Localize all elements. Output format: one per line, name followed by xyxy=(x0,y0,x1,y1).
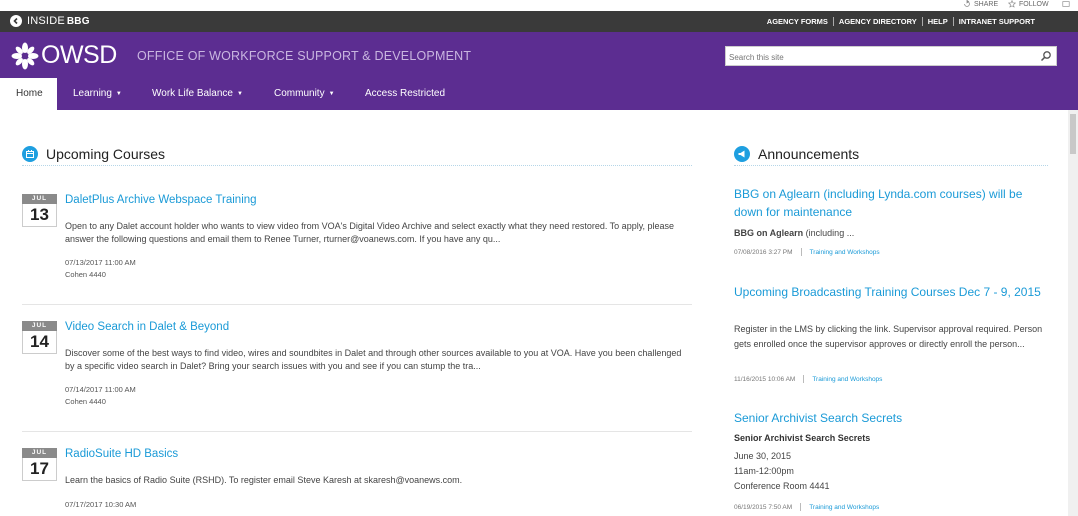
course-day: 14 xyxy=(22,331,57,354)
nav-home-label: Home xyxy=(16,88,43,99)
course-day: 13 xyxy=(22,204,57,227)
announcement-line: Conference Room 4441 xyxy=(734,481,830,491)
agency-forms-link[interactable]: AGENCY FORMS xyxy=(766,17,828,26)
meta-separator xyxy=(800,503,801,511)
star-icon xyxy=(1008,0,1016,8)
megaphone-icon xyxy=(734,146,750,162)
course-date-badge xyxy=(22,448,57,481)
announcement-title-link[interactable]: BBG on Aglearn (including Lynda.com courses) will be down for maintenance xyxy=(734,187,1023,219)
course-datetime: 07/17/2017 10:30 AM xyxy=(65,500,137,509)
top-action-strip xyxy=(0,0,1078,11)
announcement-body xyxy=(734,226,1052,241)
section-rule xyxy=(734,165,1048,166)
course-month: JUL xyxy=(22,194,57,204)
course-description: Open to any Dalet account holder who wants to view video from VOA's Digital Video Archive and select exactly what they need restored. To apply, please answer the following questions and email them to Renee Turner, rturner@voanews.com. If you have any qu... xyxy=(65,221,675,244)
announcements-title: Announcements xyxy=(758,146,860,162)
announcement-line: 11am-12:00pm xyxy=(734,466,794,476)
course-day: 17 xyxy=(22,458,57,481)
back-arrow-icon xyxy=(10,15,22,27)
nav-learning[interactable] xyxy=(73,78,122,110)
caret-down-icon: ▼ xyxy=(236,91,243,97)
focus-action[interactable] xyxy=(1062,0,1070,8)
announcement-title-link[interactable]: Senior Archivist Search Secrets xyxy=(734,411,903,425)
share-icon xyxy=(963,0,971,8)
course-month: JUL xyxy=(22,321,57,331)
course-divider xyxy=(22,304,692,305)
inside-label: INSIDE xyxy=(27,15,65,27)
announcement-meta xyxy=(734,248,880,256)
logo-star-icon xyxy=(11,42,39,70)
nav-community-label: Community xyxy=(274,88,325,99)
page-scrollbar[interactable] xyxy=(1068,110,1078,516)
follow-label: FOLLOW xyxy=(1019,0,1049,8)
section-rule xyxy=(22,165,692,166)
bbg-brand: BBG xyxy=(66,15,90,27)
meta-separator xyxy=(803,375,804,383)
share-label: SHARE xyxy=(974,0,999,8)
focus-icon xyxy=(1062,0,1070,8)
site-logo[interactable] xyxy=(11,41,117,70)
announcement-date: 11/16/2015 10:06 AM xyxy=(734,375,796,383)
caret-down-icon: ▼ xyxy=(328,91,335,97)
course-month: JUL xyxy=(22,448,57,458)
nav-access-restricted-label: Access Restricted xyxy=(365,88,446,99)
course-title-link[interactable]: RadioSuite HD Basics xyxy=(65,448,179,460)
course-location: Cohen 4440 xyxy=(65,270,106,279)
course-location: Cohen 4440 xyxy=(65,397,106,406)
announcement-date: 06/19/2015 7:50 AM xyxy=(734,503,793,511)
main-nav xyxy=(0,78,1078,110)
course-title-link[interactable]: Video Search in Dalet & Beyond xyxy=(65,321,230,333)
announcement-body xyxy=(734,449,1052,494)
agency-directory-link[interactable]: AGENCY DIRECTORY xyxy=(833,17,922,26)
announcements-heading xyxy=(734,146,859,162)
calendar-icon xyxy=(22,146,38,162)
share-action[interactable] xyxy=(963,0,998,8)
help-link[interactable]: HELP xyxy=(922,17,953,26)
nav-learning-label: Learning xyxy=(73,88,112,99)
logo-text: OWSD xyxy=(41,41,117,69)
announcement-bold-text: Senior Archivist Search Secrets xyxy=(734,433,871,443)
nav-community[interactable] xyxy=(274,78,335,110)
course-title-link[interactable]: DaletPlus Archive Webspace Training xyxy=(65,194,257,206)
course-divider xyxy=(22,431,692,432)
nav-work-life-balance[interactable] xyxy=(152,78,243,110)
course-datetime: 07/13/2017 11:00 AM xyxy=(65,258,136,267)
site-name[interactable]: OFFICE OF WORKFORCE SUPPORT & DEVELOPMENT xyxy=(137,49,472,63)
course-date-badge xyxy=(22,321,57,354)
course-datetime: 07/14/2017 11:00 AM xyxy=(65,385,136,394)
announcement-category-link[interactable]: Training and Workshops xyxy=(812,375,883,383)
announcement-body: Register in the LMS by clicking the link. Supervisor approval required. Person gets enrolled once the supervisor approves or directly enroll the person... xyxy=(734,324,1043,349)
inside-bbg-link[interactable] xyxy=(10,15,90,27)
scrollbar-thumb[interactable] xyxy=(1070,114,1076,154)
meta-separator xyxy=(801,248,802,256)
announcement-category-link[interactable]: Training and Workshops xyxy=(809,503,880,511)
announcement-body-text: (including ... xyxy=(803,228,855,238)
announcement-meta xyxy=(734,503,879,511)
search-box xyxy=(725,46,1057,66)
intranet-support-link[interactable]: INTRANET SUPPORT xyxy=(953,17,1040,26)
site-header xyxy=(0,32,1078,78)
announcement-category-link[interactable]: Training and Workshops xyxy=(809,248,880,256)
announcement-title-link[interactable]: Upcoming Broadcasting Training Courses Dec 7 - 9, 2015 xyxy=(734,285,1041,299)
search-icon[interactable] xyxy=(1040,50,1052,62)
upcoming-courses-heading xyxy=(22,146,165,162)
course-description: Learn the basics of Radio Suite (RSHD). To register email Steve Karesh at skaresh@voanews.com. xyxy=(65,475,463,485)
search-input[interactable] xyxy=(726,49,1026,67)
nav-access-restricted[interactable] xyxy=(365,78,445,110)
utility-links xyxy=(762,17,1040,26)
course-date-badge xyxy=(22,194,57,227)
caret-down-icon: ▼ xyxy=(115,91,122,97)
announcement-meta xyxy=(734,375,882,383)
nav-home[interactable] xyxy=(0,78,57,110)
follow-action[interactable] xyxy=(1008,0,1049,8)
announcement-bold-text: BBG on Aglearn xyxy=(734,228,804,238)
global-top-bar xyxy=(0,11,1078,32)
announcement-date: 07/08/2016 3:27 PM xyxy=(734,248,793,256)
upcoming-courses-title: Upcoming Courses xyxy=(46,146,166,162)
announcement-line: June 30, 2015 xyxy=(734,451,792,461)
nav-wlb-label: Work Life Balance xyxy=(152,88,233,99)
course-description: Discover some of the best ways to find video, wires and soundbites in Dalet and through other sources available to you at VOA. Have you been challenged by a specific video search in Dalet? Bring your search issues with you and see if you can stump the tra... xyxy=(65,348,682,371)
